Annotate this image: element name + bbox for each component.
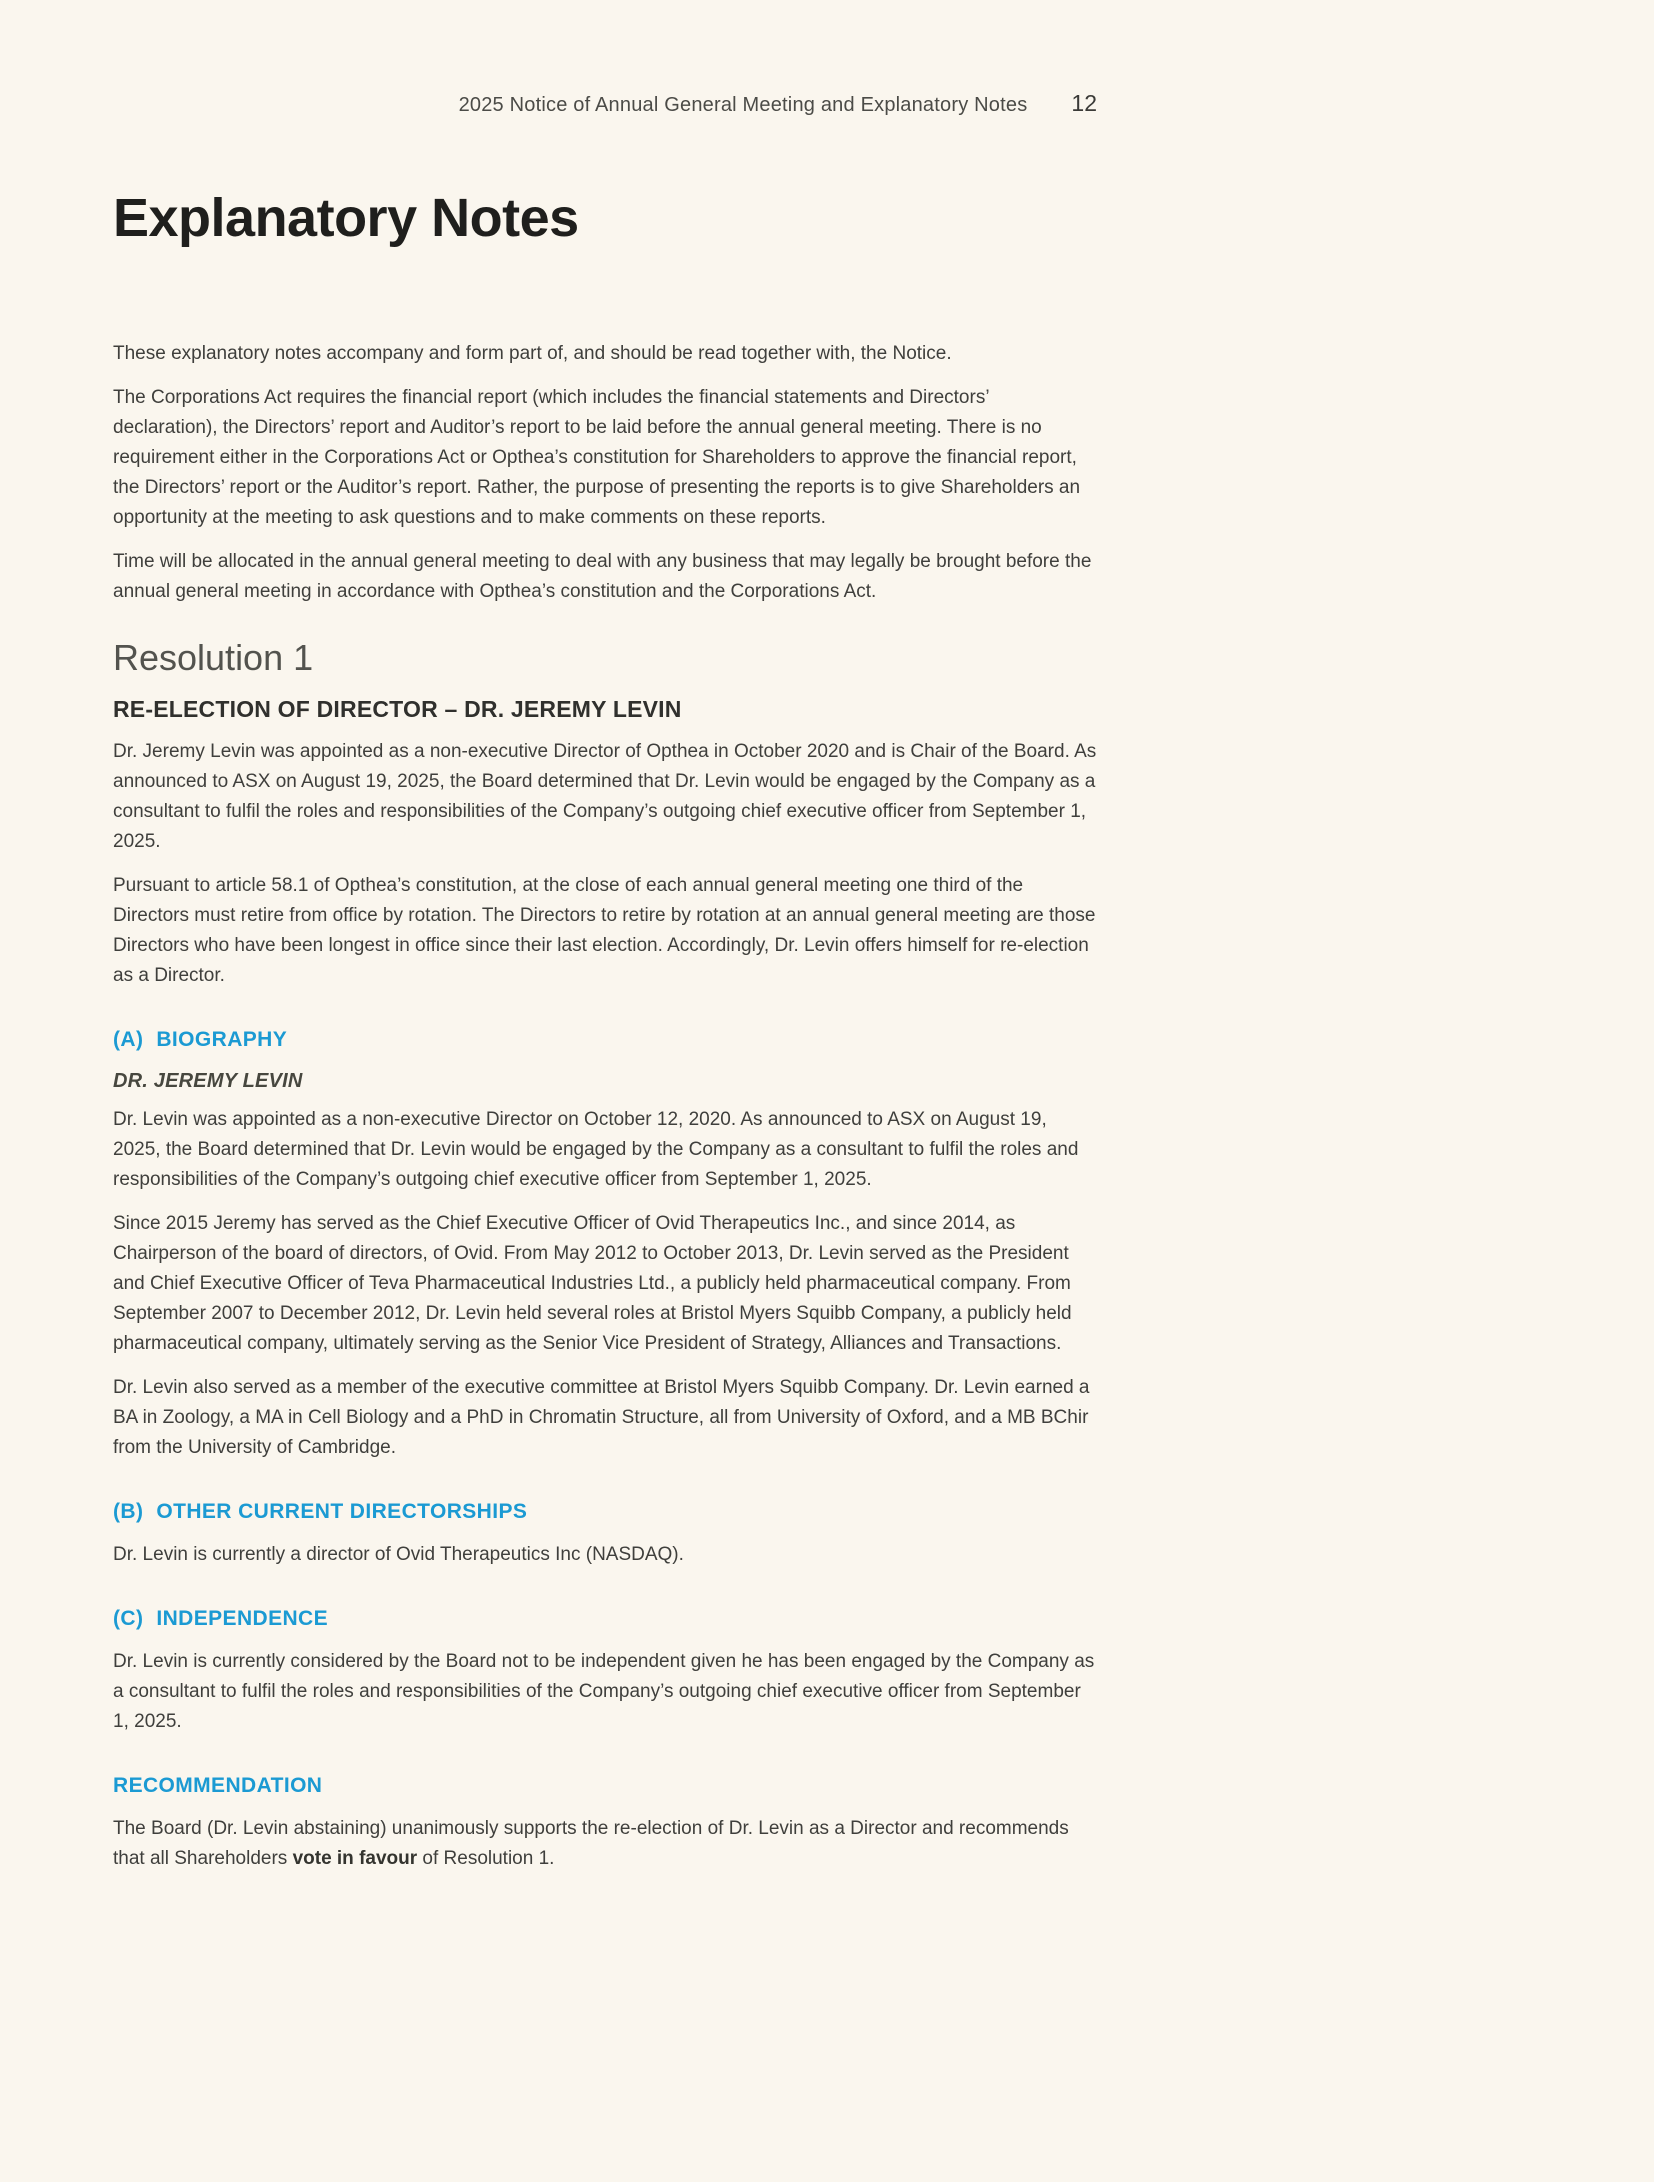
section-label: (C): [113, 1607, 144, 1630]
independence-paragraph: Dr. Levin is currently considered by the Board not to be independent given he has been engaged by the Company as a consultant to fulfil the roles and responsibilities of the Company’s outgoing chief executive officer from September 1, 2025.: [113, 1651, 1095, 1732]
intro-paragraph: These explanatory notes accompany and form part of, and should be read together with, the Notice.: [113, 343, 952, 364]
section-b-directorships-heading: [113, 1499, 1097, 1525]
recommendation-heading: RECOMMENDATION: [113, 1774, 323, 1797]
resolution-paragraph: Pursuant to article 58.1 of Opthea’s constitution, at the close of each annual general meeting one third of the Directors must retire from office by rotation. The Directors to retire by rotation at an annual general meeting are those Directors who have been longest in office since their last election. Accordingly, Dr. Levin offers himself for re-election as a Director.: [113, 875, 1096, 986]
section-label: (B): [113, 1500, 144, 1523]
section-label: (A): [113, 1028, 144, 1051]
intro-paragraph: The Corporations Act requires the financial report (which includes the financial statements and Directors’ declaration), the Directors’ report and Auditor’s report to be laid before the annual general meeting. There is no requirement either in the Corporations Act or Opthea’s constitution for Shareholders to approve the financial report, the Directors’ report or the Auditor’s report. Rather, the purpose of presenting the reports is to give Shareholders an opportunity at the meeting to ask questions and to make comments on these reports.: [113, 387, 1081, 528]
section-title: BIOGRAPHY: [156, 1028, 288, 1051]
biography-paragraph: Dr. Levin also served as a member of the executive committee at Bristol Myers Squibb Company. Dr. Levin earned a BA in Zoology, a MA in Cell Biology and a PhD in Chromatin Structure, all from University of Oxford, and a MB BChir from the University of Cambridge.: [113, 1377, 1090, 1458]
running-header-title: 2025 Notice of Annual General Meeting and Explanatory Notes: [458, 94, 1028, 116]
recommendation-paragraph: [113, 1814, 1097, 1874]
section-c-independence-heading: [113, 1606, 1097, 1632]
intro-section: [113, 339, 1097, 607]
page-content: [113, 189, 1097, 1874]
resolution-paragraph: Dr. Jeremy Levin was appointed as a non-executive Director of Opthea in October 2020 and is Chair of the Board. As announced to ASX on August 19, 2025, the Board determined that Dr. Levin would be engaged by the Company as a consultant to fulfil the roles and responsibilities of the Company’s outgoing chief executive officer from September 1, 2025.: [113, 741, 1097, 852]
recommendation-text-after: of Resolution 1.: [417, 1848, 555, 1869]
intro-paragraph: Time will be allocated in the annual general meeting to deal with any business that may legally be brought before the annual general meeting in accordance with Opthea’s constitution and the Corporations Act.: [113, 551, 1092, 602]
resolution-1-section: [113, 637, 1097, 1874]
resolution-1-subheading: RE-ELECTION OF DIRECTOR – DR. JEREMY LEVIN: [113, 696, 682, 722]
section-a-biography-heading: [113, 1027, 1097, 1053]
section-title: INDEPENDENCE: [156, 1607, 329, 1630]
directorships-paragraph: Dr. Levin is currently a director of Ovid Therapeutics Inc (NASDAQ).: [113, 1544, 684, 1565]
page-number: 12: [1071, 90, 1097, 116]
document-title: Explanatory Notes: [113, 188, 579, 248]
biography-name-subtitle: DR. JEREMY LEVIN: [113, 1070, 303, 1092]
resolution-1-heading: Resolution 1: [113, 637, 314, 678]
recommendation-text-before: The Board (Dr. Levin abstaining) unanimously supports the re-election of Dr. Levin as a Director and recommends that all Shareholders: [113, 1818, 1069, 1869]
vote-in-favour-bold-text: vote in favour: [292, 1848, 418, 1869]
page-header: [113, 0, 1097, 117]
section-title: OTHER CURRENT DIRECTORSHIPS: [156, 1500, 528, 1523]
biography-paragraph: Dr. Levin was appointed as a non-executive Director on October 12, 2020. As announced to ASX on August 19, 2025, the Board determined that Dr. Levin would be engaged by the Company as a consultant to fulfil the roles and responsibilities of the Company’s outgoing chief executive officer from September 1, 2025.: [113, 1109, 1079, 1190]
biography-paragraph: Since 2015 Jeremy has served as the Chief Executive Officer of Ovid Therapeutics Inc., and since 2014, as Chairperson of the board of directors, of Ovid. From May 2012 to October 2013, Dr. Levin served as the President and Chief Executive Officer of Teva Pharmaceutical Industries Ltd., a publicly held pharmaceutical company. From September 2007 to December 2012, Dr. Levin held several roles at Bristol Myers Squibb Company, a publicly held pharmaceutical company, ultimately serving as the Senior Vice President of Strategy, Alliances and Transactions.: [113, 1213, 1072, 1354]
